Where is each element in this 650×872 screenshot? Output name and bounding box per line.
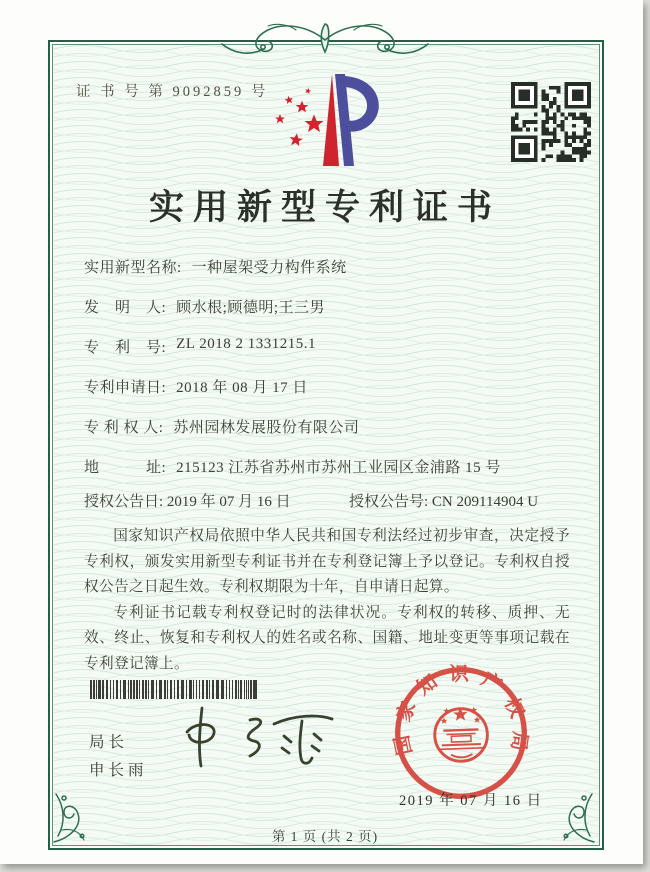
- field-value: 顾水根;顾德明;王三男: [176, 300, 326, 316]
- seal-agency-text: 国家知识产权局: [391, 664, 531, 757]
- field-value: 2018 年 08 月 17 日: [176, 380, 308, 396]
- seal-date: 2019 年 07 月 16 日: [399, 793, 543, 809]
- field-list: [84, 256, 574, 496]
- director-signature: [162, 696, 352, 784]
- certificate-number: 证 书 号 第 9092859 号: [76, 84, 269, 100]
- grant-no-value: CN 209114904 U: [431, 494, 539, 510]
- field-row-inventors: [84, 296, 574, 336]
- field-value: 215123 江苏省苏州市苏州工业园区金浦路 15 号: [176, 460, 501, 476]
- field-label: 发 明 人:: [84, 300, 167, 316]
- legal-paragraph-1: 国家知识产权局依照中华人民共和国专利法经过初步审查，决定授予专利权，颁发实用新型专利证书并在专利登记簿上予以登记。专利权自授权公告之日起生效。专利权期限为十年，自申请日起算。: [84, 528, 570, 596]
- legal-text: [84, 524, 570, 678]
- field-label: 专 利 号:: [84, 340, 167, 356]
- certificate-title: 实用新型专利证书: [148, 188, 501, 227]
- grant-date-value: 2019 年 07 月 16 日: [166, 494, 291, 510]
- grant-number: [349, 490, 538, 511]
- grant-row: [84, 490, 574, 511]
- field-value: 苏州园林发展股份有限公司: [173, 420, 360, 436]
- director-name: 申长雨: [89, 762, 148, 779]
- field-value: ZL 2018 2 1331215.1: [176, 336, 316, 352]
- field-row-filing-date: [84, 376, 574, 416]
- logo-stars: [275, 87, 323, 146]
- field-label: 实用新型名称:: [84, 260, 182, 276]
- field-label: 专 利 权 人:: [84, 420, 164, 436]
- field-value: 一种屋架受力构件系统: [191, 260, 347, 276]
- official-seal: [385, 657, 536, 808]
- seal-national-emblem: [434, 706, 488, 762]
- field-label: 地 址:: [84, 460, 167, 476]
- grant-date: [84, 490, 349, 511]
- director-title: 局长: [89, 734, 129, 751]
- grant-date-label: 授权公告日:: [84, 494, 167, 510]
- field-label: 专利申请日:: [84, 380, 167, 396]
- field-row-patent-no: [84, 336, 574, 376]
- logo-blue-p: [335, 74, 379, 166]
- director-block: [89, 729, 148, 785]
- cnipa-logo: [268, 70, 386, 174]
- field-row-patentee: [84, 416, 574, 456]
- legal-paragraph-2: 专利证书记载专利权登记时的法律状况。专利权的转移、质押、无效、终止、恢复和专利权人的姓名或名称、国籍、地址变更等事项记载在专利登记簿上。: [84, 604, 570, 672]
- page-footer: 第 1 页 (共 2 页): [271, 829, 379, 844]
- qr-code: [511, 82, 591, 162]
- field-row-name: [84, 256, 574, 296]
- grant-no-label: 授权公告号:: [349, 494, 432, 510]
